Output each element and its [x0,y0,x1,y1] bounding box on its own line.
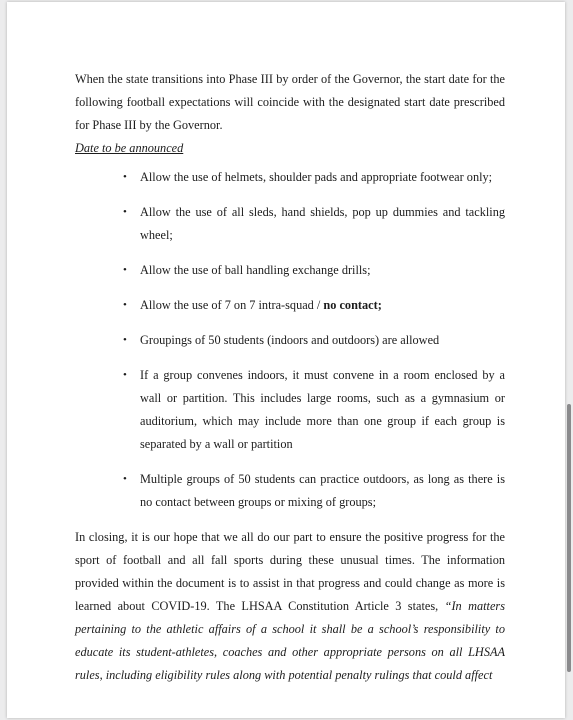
list-item [123,201,505,247]
bullet-icon: • [123,206,127,218]
expectations-list [75,166,505,514]
list-item [123,468,505,514]
bullet-icon: • [123,473,127,485]
date-note: Date to be announced [75,141,184,155]
list-item-text: Groupings of 50 students (indoors and outdoors) are allowed [140,333,440,347]
document-page [7,2,565,718]
list-item-text: Multiple groups of 50 students can practice outdoors, as long as there is no contact between groups or mixing of groups; [140,472,505,509]
list-item-text: Allow the use of 7 on 7 intra-squad / [140,298,324,312]
list-item [123,364,505,456]
constitution-quote: “In matters pertaining to the athletic affairs of a school it shall be a school’s responsibility to educate its student-athletes, coaches and other appropriate persons on all LHSAA rules, including eligibility rules along with potential penalty rulings that could affect [75,599,505,682]
intro-paragraph: When the state transitions into Phase III by order of the Governor, the start date for the following football expectations will coincide with the designated start date prescribed for Phase III by the Governor. [75,72,505,132]
vertical-scrollbar[interactable] [567,404,571,672]
list-item-text: Allow the use of all sleds, hand shields, pop up dummies and tackling wheel; [140,205,505,242]
list-item [123,166,505,189]
bullet-icon: • [123,264,127,276]
list-item [123,329,505,352]
list-item [123,294,505,317]
page-content [75,68,505,687]
bullet-icon: • [123,369,127,381]
bullet-icon: • [123,171,127,183]
bullet-icon: • [123,334,127,346]
list-item-text: Allow the use of ball handling exchange drills; [140,263,371,277]
list-item-text: If a group convenes indoors, it must convene in a room enclosed by a wall or partition. This includes large rooms, such as a gymnasium or auditorium, which may include more than one group if each group is separated by a wall or partition [140,368,505,451]
no-contact-emphasis: no contact; [323,298,382,312]
list-item-text: Allow the use of helmets, shoulder pads and appropriate footwear only; [140,170,493,184]
closing-paragraph [75,526,505,687]
closing-text: In closing, it is our hope that we all do our part to ensure the positive progress for the sport of football and all fall sports during these unusual times. The information provided within the document is to assist in that progress and could change as more is learned about COVID-19. The LHSAA Constitution Article 3 states, [75,530,505,613]
bullet-icon: • [123,299,127,311]
list-item [123,259,505,282]
